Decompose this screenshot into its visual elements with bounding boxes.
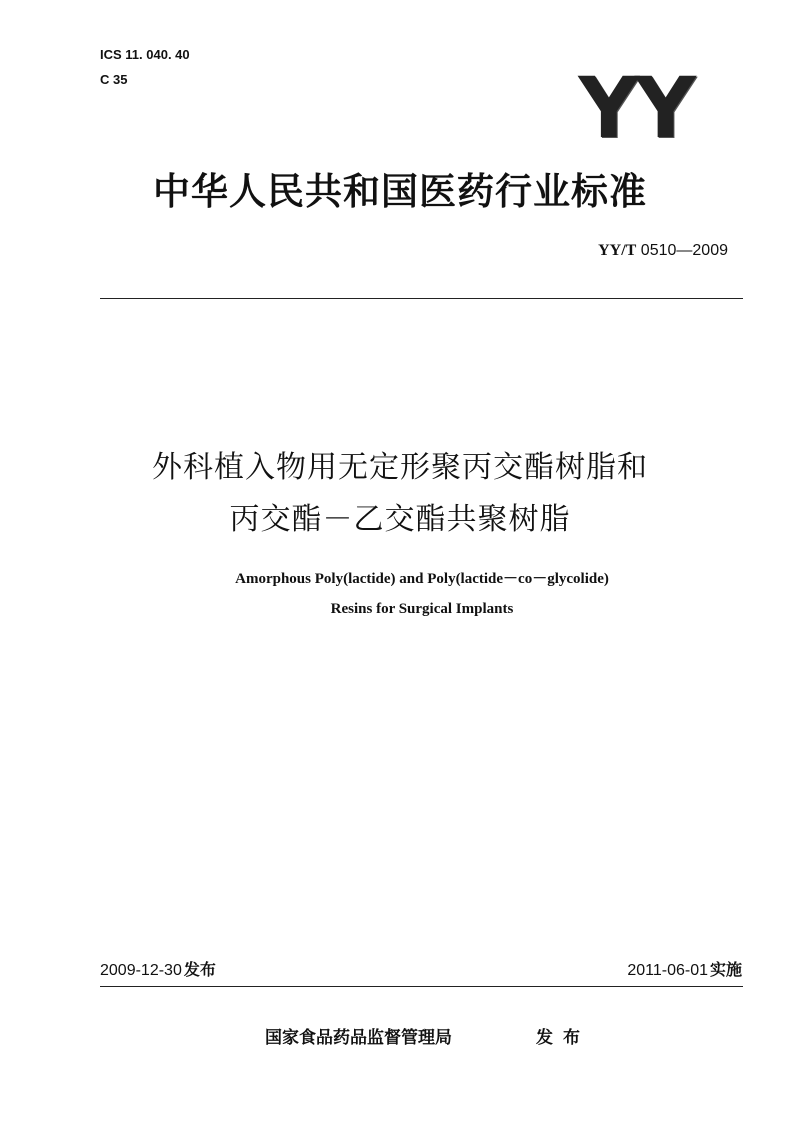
- implementation-date-label: 实施: [709, 960, 742, 979]
- header-divider: [100, 298, 743, 299]
- chinese-title-line-2: 丙交酯－乙交酯共聚树脂: [229, 502, 571, 537]
- english-title-line-2: Resins for Surgical Implants: [330, 601, 514, 617]
- issue-date: [100, 960, 216, 981]
- standard-number-value: 0510—2009: [636, 242, 728, 259]
- english-title-line-1: Amorphous Poly(lactide) and Poly(lactide－co－glycolide): [235, 571, 609, 587]
- issue-date-value: 2009-12-30: [100, 962, 182, 979]
- standard-category-title: 中华人民共和国医药行业标准: [153, 170, 647, 213]
- implementation-date-value: 2011-06-01: [627, 962, 708, 979]
- standard-prefix: YY/T: [598, 242, 637, 259]
- issuing-action: 发布: [536, 1028, 590, 1048]
- yy-logo: YY: [578, 59, 692, 157]
- ics-code: ICS 11. 040. 40: [100, 47, 190, 62]
- ccs-code: C 35: [100, 72, 128, 87]
- standard-number: [598, 242, 728, 260]
- footer-divider: [100, 986, 743, 987]
- implementation-date: [627, 960, 742, 981]
- chinese-title-line-1: 外科植入物用无定形聚丙交酯树脂和: [152, 450, 648, 485]
- issuing-authority: 国家食品药品监督管理局: [265, 1028, 452, 1048]
- issue-date-label: 发布: [183, 960, 216, 979]
